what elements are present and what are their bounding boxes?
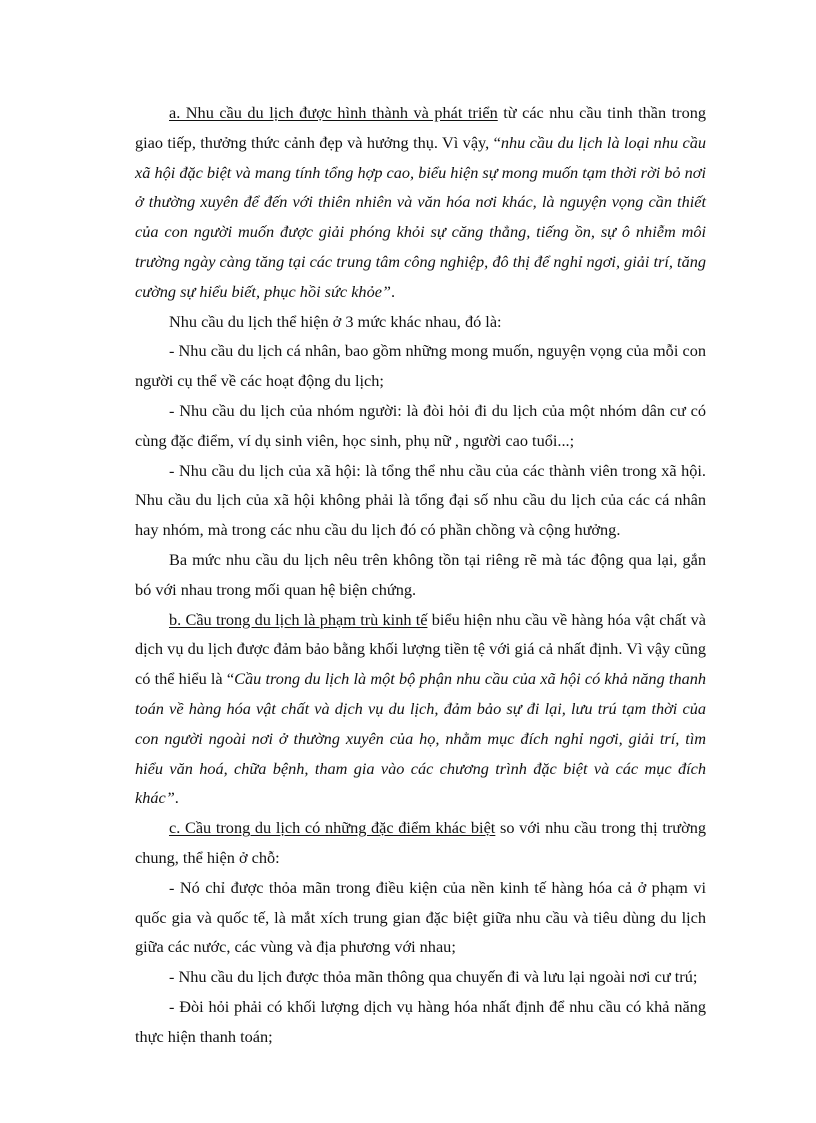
heading-a: a. Nhu cầu du lịch được hình thành và phát triển <box>169 103 498 122</box>
paragraph-level-society: - Nhu cầu du lịch của xã hội: là tổng thể nhu cầu của các thành viên trong xã hội. Nhu cầu du lịch của xã hội không phải là tổng đại số nhu cầu du lịch của các cá nhân hay nhóm, mà trong các nhu cầu du lịch đó có phần chồng và cộng hưởng. <box>135 460 706 540</box>
paragraph-c-point-1: - Nó chỉ được thỏa mãn trong điều kiện của nền kinh tế hàng hóa cả ở phạm vi quốc gia và quốc tế, là mắt xích trung gian đặc biệt giữa nhu cầu và tiêu dùng du lịch giữa các nước, các vùng và địa phương với nhau; <box>135 877 706 957</box>
paragraph-c-point-2: - Nhu cầu du lịch được thỏa mãn thông qua chuyến đi và lưu lại ngoài nơi cư trú; <box>169 967 698 987</box>
paragraph-level-group: - Nhu cầu du lịch của nhóm người: là đòi hỏi đi du lịch của một nhóm dân cư có cùng đặc điểm, ví dụ sinh viên, học sinh, phụ nữ , người cao tuổi...; <box>135 400 706 450</box>
paragraph-levels-summary: Ba mức nhu cầu du lịch nêu trên không tồn tại riêng rẽ mà tác động qua lại, gắn bó với nhau trong mối quan hệ biện chứng. <box>135 549 706 599</box>
paragraph-level-individual: - Nhu cầu du lịch cá nhân, bao gồm những mong muốn, nguyện vọng của mỗi con người cụ thể về các hoạt động du lịch; <box>135 341 706 391</box>
paragraph-levels-intro: Nhu cầu du lịch thể hiện ở 3 mức khác nhau, đó là: <box>169 311 502 331</box>
paragraph-a <box>135 98 706 307</box>
paragraph-b-quote: Cầu trong du lịch là một bộ phận nhu cầu của xã hội có khả năng thanh toán về hàng hóa vật chất và dịch vụ du lịch, đảm bảo sự đi lại, lưu trú tạm thời của con người ngoài nơi ở thường xuyên của họ, nhằm mục đích nghỉ ngơi, giải trí, tìm hiểu văn hoá, chữa bệnh, tham gia vào các chương trình đặc biệt và các mục đích khác” <box>135 669 707 808</box>
paragraph-a-quote: nhu cầu du lịch là loại nhu cầu xã hội đặc biệt và mang tính tổng hợp cao, biểu hiện sự mong muốn tạm thời rời bỏ nơi ở thường xuyên để đến với thiên nhiên và văn hóa nơi khác, là nguyện vọng cần thiết của con người muốn được giải phóng khỏi sự căng thẳng, tiếng ồn, sự ô nhiễm môi trường ngày càng tăng tại các trung tâm công nghiệp, đô thị để nghỉ ngơi, giải trí, tăng cường sự hiểu biết, phục hồi sức khỏe” <box>135 132 706 301</box>
paragraph-a-text: từ các nhu cầu tinh thần trong giao tiếp, thưởng thức cảnh đẹp và hưởng thụ. Vì vậy, “ <box>135 103 706 152</box>
paragraph-b <box>135 605 706 814</box>
paragraph-c-text: so với nhu cầu trong thị trường chung, thể hiện ở chỗ: <box>135 818 706 867</box>
paragraph-c <box>135 813 706 873</box>
paragraph-b-tail: . <box>174 788 179 808</box>
paragraph-c-point-3: - Đòi hỏi phải có khối lượng dịch vụ hàng hóa nhất định để nhu cầu có khả năng thực hiện thanh toán; <box>135 996 706 1046</box>
heading-b: b. Cầu trong du lịch là phạm trù kinh tế <box>169 609 428 629</box>
paragraph-a-tail: . <box>391 281 396 301</box>
heading-c: c. Cầu trong du lịch có những đặc điểm khác biệt <box>169 818 496 838</box>
paragraph-b-text: biểu hiện nhu cầu về hàng hóa vật chất và dịch vụ du lịch được đảm bảo bằng khối lượng tiền tệ với giá cả nhất định. Vì vậy cũng có thể hiểu là “ <box>135 609 706 689</box>
